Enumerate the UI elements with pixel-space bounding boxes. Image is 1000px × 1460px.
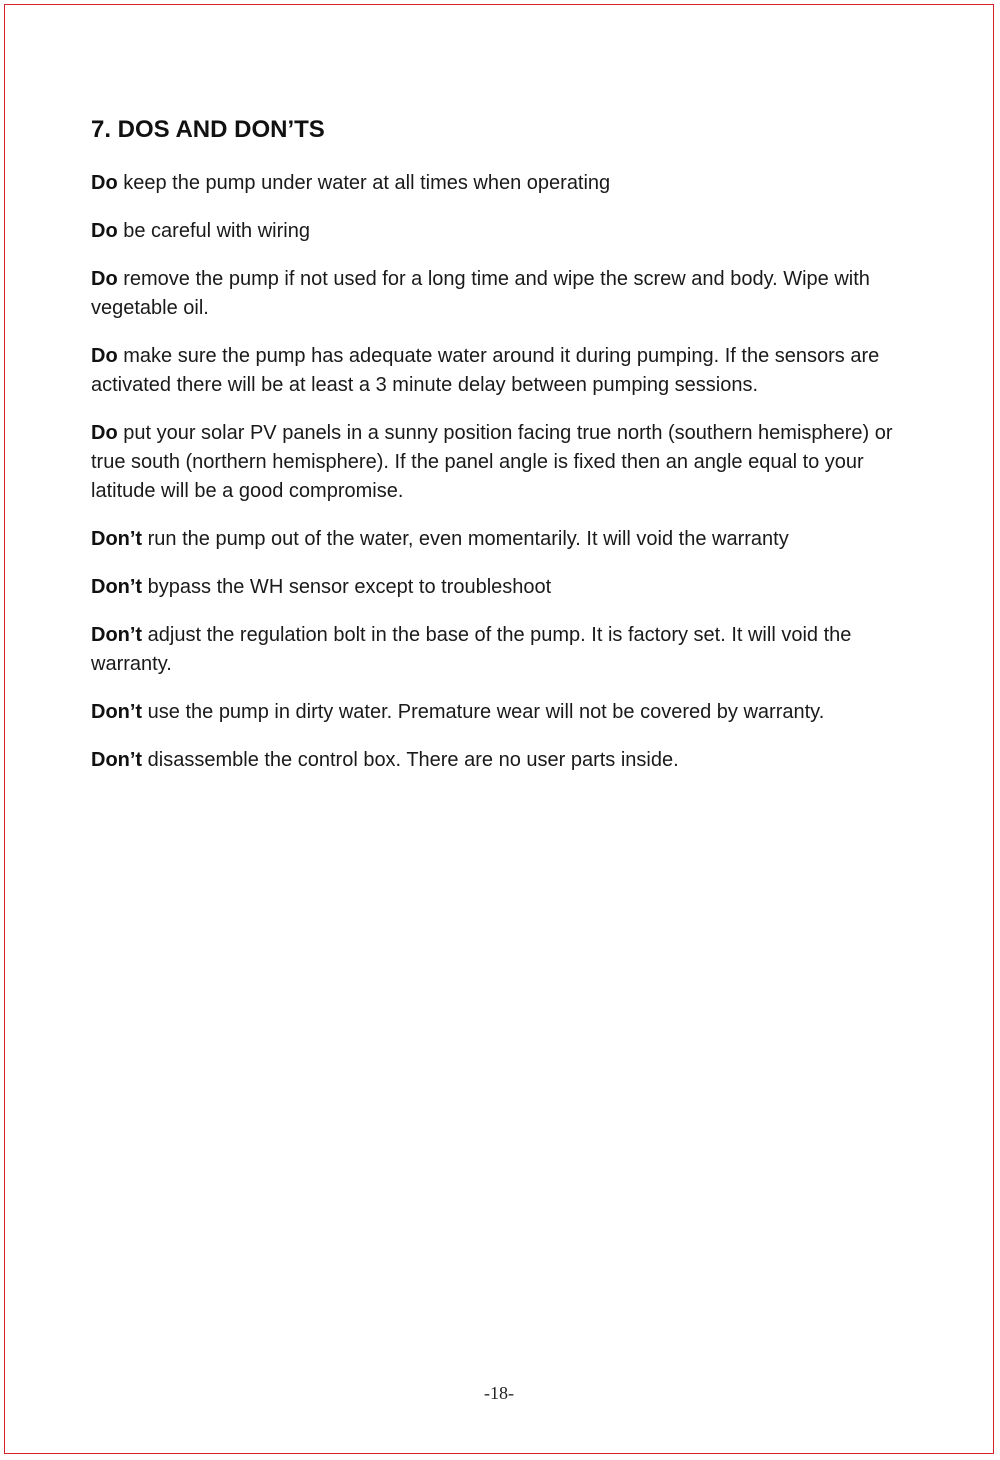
- guideline-keyword: Don’t: [91, 528, 143, 550]
- guideline-text: disassemble the control box. There are no user parts inside.: [142, 749, 679, 771]
- guideline-text: make sure the pump has adequate water around it during pumping. If the sensors are activated there will be at least a 3 minute delay between pumping sessions.: [91, 345, 880, 396]
- page-number: -18-: [484, 1383, 514, 1403]
- guideline-keyword: Don’t: [91, 701, 143, 723]
- guideline-item-dont-run-dry: [91, 525, 931, 554]
- guideline-keyword: Do: [91, 268, 118, 290]
- guideline-keyword: Do: [91, 345, 118, 367]
- guideline-item-do-remove-pump: [91, 265, 931, 323]
- guideline-text: adjust the regulation bolt in the base of the pump. It is factory set. It will void the warranty.: [91, 624, 852, 675]
- guideline-item-do-adequate-water: [91, 342, 931, 400]
- guideline-keyword: Don’t: [91, 624, 143, 646]
- guideline-text: remove the pump if not used for a long time and wipe the screw and body. Wipe with vegetable oil.: [91, 268, 870, 319]
- guideline-item-do-solar-panels: [91, 419, 931, 506]
- guideline-text: use the pump in dirty water. Premature wear will not be covered by warranty.: [142, 701, 825, 723]
- guideline-keyword: Do: [91, 220, 118, 242]
- document-content: [91, 113, 931, 794]
- guideline-text: run the pump out of the water, even momentarily. It will void the warranty: [142, 528, 789, 550]
- guideline-text: be careful with wiring: [117, 220, 310, 242]
- section-heading: 7. DOS AND DON’TS: [91, 116, 325, 143]
- guideline-text: bypass the WH sensor except to troubleshoot: [142, 576, 552, 598]
- guideline-item-dont-adjust-bolt: [91, 621, 931, 679]
- guideline-item-dont-dirty-water: [91, 698, 931, 727]
- guideline-item-dont-disassemble: [91, 746, 931, 775]
- guideline-text: put your solar PV panels in a sunny position facing true north (southern hemisphere) or true south (northern hemisphere). If the panel angle is fixed then an angle equal to your latitude will be a good compromise.: [91, 422, 893, 502]
- guideline-item-dont-bypass-sensor: [91, 573, 931, 602]
- guideline-text: keep the pump under water at all times when operating: [117, 172, 611, 194]
- document-page: [4, 4, 994, 1454]
- guideline-item-do-keep-under-water: [91, 169, 931, 198]
- guideline-keyword: Don’t: [91, 576, 143, 598]
- guideline-keyword: Do: [91, 422, 118, 444]
- guideline-item-do-careful-wiring: [91, 217, 931, 246]
- guideline-keyword: Do: [91, 172, 118, 194]
- guideline-keyword: Don’t: [91, 749, 143, 771]
